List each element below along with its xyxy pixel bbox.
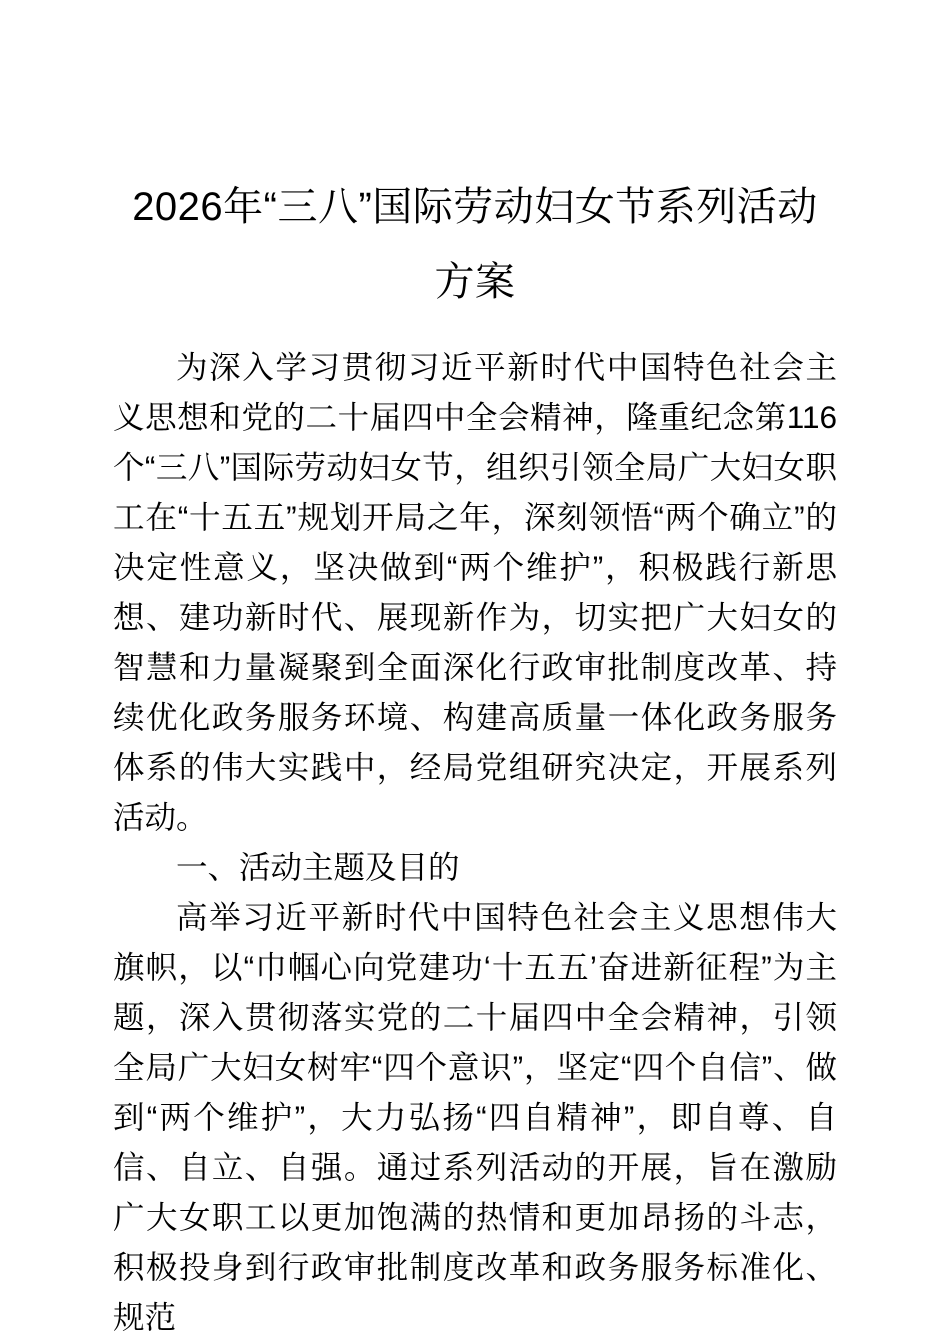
paragraph-section-1-body: 高举习近平新时代中国特色社会主义思想伟大旗帜，以“巾帼心向党建功‘十五五’奋进新征程”为主题，深入贯彻落实党的二十届四中全会精神，引领全局广大妇女树牢“四个意识”，坚定“四个自信”、做到“两个维护”，大力弘扬“四自精神”，即自尊、自信、自立、自强。通过系列活动的开展，旨在激励广大女职工以更加饱满的热情和更加昂扬的斗志，积极投身到行政审批制度改革和政务服务标准化、规范 bbox=[113, 899, 837, 1335]
page-title: 2026年“三八”国际劳动妇女节系列活动方案 bbox=[132, 185, 818, 304]
section-heading-1: 一、活动主题及目的 bbox=[176, 849, 460, 885]
document-body bbox=[113, 0, 837, 1342]
paragraph-intro: 为深入学习贯彻习近平新时代中国特色社会主义思想和党的二十届四中全会精神，隆重纪念第116个“三八”国际劳动妇女节，组织引领全局广大妇女职工在“十五五”规划开局之年，深刻领悟“两个确立”的决定性意义，坚决做到“两个维护”，积极践行新思想、建功新时代、展现新作为，切实把广大妇女的智慧和力量凝聚到全面深化行政审批制度改革、持续优化政务服务环境、构建高质量一体化政务服务体系的伟大实践中，经局党组研究决定，开展系列活动。 bbox=[113, 349, 837, 835]
